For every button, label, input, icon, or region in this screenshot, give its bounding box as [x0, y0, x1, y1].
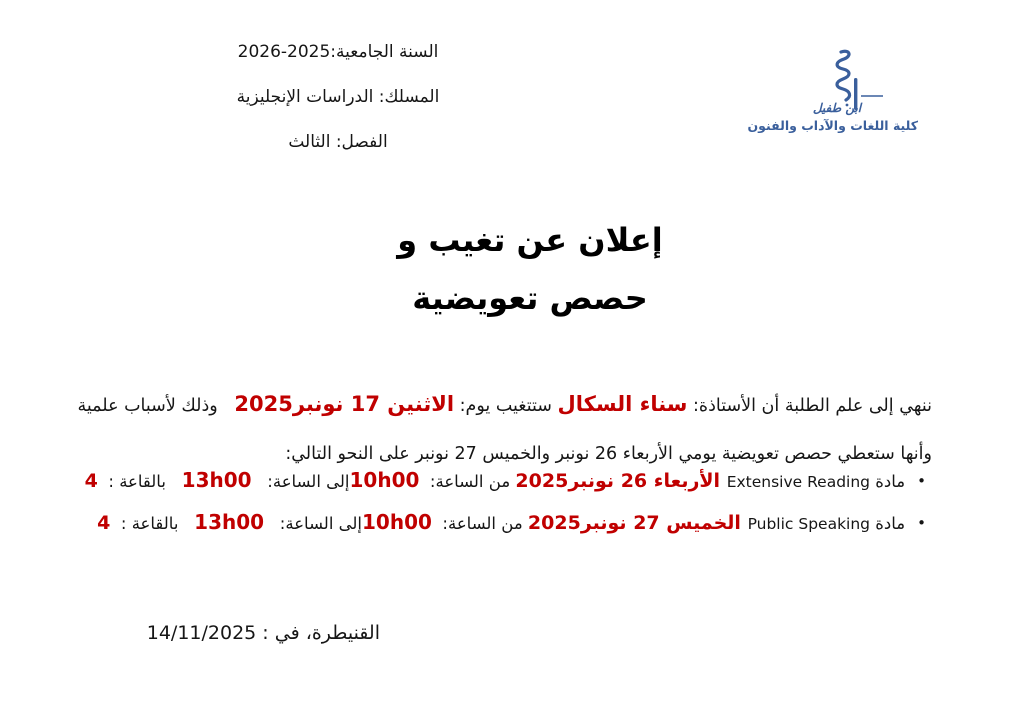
bullet-icon: •: [917, 472, 926, 490]
teacher-name: سناء السكال: [557, 391, 688, 416]
from-time-value: 10h00: [362, 510, 432, 534]
room-number: 4: [84, 470, 98, 492]
makeup-sessions-list: [85, 466, 926, 550]
to-time-label: إلى الساعة:: [264, 514, 363, 533]
semester-line: الفصل: الثالث: [288, 132, 388, 152]
makeup-intro-paragraph: وأنها ستعطي حصص تعويضية يومي الأربعاء 26 نونبر والخميس 27 نونبر على النحو التالي:: [285, 443, 932, 464]
page-title: [18, 211, 1024, 327]
absence-paragraph: [78, 392, 933, 416]
university-logo: [747, 48, 918, 133]
academic-year-label: السنة الجامعية:: [330, 42, 439, 62]
academic-year-line: [216, 42, 460, 63]
academic-year-value: 2026-2025: [237, 42, 331, 62]
university-calligraphy-icon: [763, 48, 913, 116]
from-time-label: من الساعة:: [419, 472, 516, 491]
title-line-2: حصص تعويضية: [412, 279, 648, 317]
logo-dash-line: [861, 95, 883, 97]
to-time-value: 13h00: [181, 468, 252, 492]
session-date: الخميس 27 نونبر2025: [527, 512, 748, 534]
course-name: Extensive Reading: [726, 473, 871, 491]
place-date-line: القنيطرة، في : 14/11/2025: [146, 622, 380, 644]
calligraphy-squiggle: [837, 51, 850, 100]
track-line: المسلك: الدراسات الإنجليزية: [236, 87, 440, 107]
course-name: Public Speaking: [747, 515, 871, 533]
absence-date: الاثنين 17 نونبر2025: [234, 391, 455, 416]
room-label: بالقاعة :: [97, 472, 182, 491]
absence-mid-text: ستتغيب يوم:: [454, 395, 558, 416]
room-label: بالقاعة :: [110, 514, 195, 533]
to-time-value: 13h00: [194, 510, 265, 534]
document-header-info: [216, 42, 460, 177]
absence-outro-text: وذلك لأسباب علمية: [77, 395, 235, 416]
list-item-session-2: [85, 508, 926, 538]
title-line-1: إعلان عن تغيب و: [397, 221, 663, 259]
from-time-value: 10h00: [349, 468, 420, 492]
session-date: الأربعاء 26 نونبر2025: [515, 470, 727, 492]
subject-label: مادة: [870, 514, 906, 533]
from-time-label: من الساعة:: [431, 514, 528, 533]
absence-intro-text: ننهي إلى علم الطلبة أن الأستاذة:: [687, 395, 932, 416]
faculty-name: كلية اللغات والآداب والفنون: [747, 118, 918, 133]
room-number: 4: [97, 512, 111, 534]
university-name-calligraphy: ابن طفيل: [812, 101, 862, 115]
bullet-icon: •: [917, 514, 926, 532]
subject-label: مادة: [870, 472, 906, 491]
to-time-label: إلى الساعة:: [251, 472, 350, 491]
list-item-session-1: [85, 466, 926, 496]
